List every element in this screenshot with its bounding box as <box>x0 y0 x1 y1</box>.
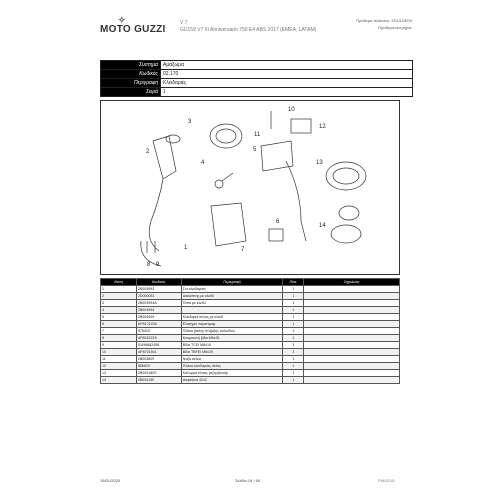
part-quantity: 1 <box>283 314 304 321</box>
callout-14: 14 <box>319 223 326 229</box>
part-quantity: 1 <box>283 377 304 384</box>
table-row <box>101 321 400 328</box>
cap-lock <box>339 206 359 220</box>
part-position: 12 <box>101 363 137 370</box>
table-row <box>101 363 400 370</box>
part-note <box>304 321 400 328</box>
part-description <box>181 307 283 314</box>
key-bow <box>215 180 223 188</box>
table-row <box>101 293 400 300</box>
part-position: 5 <box>101 314 137 321</box>
part-code: 2B003994A <box>136 300 181 307</box>
part-note <box>304 328 400 335</box>
part-position: 3 <box>101 300 137 307</box>
table-row <box>101 377 400 384</box>
part-note <box>304 370 400 377</box>
ignition-switch-top <box>166 135 180 143</box>
part-note <box>304 342 400 349</box>
part-description: Πλάκα κλειδαριάς σέλας <box>181 363 283 370</box>
page-number: Σελίδα 19 / 69 <box>235 478 261 483</box>
model-name: V 7 <box>180 20 188 26</box>
parts-table <box>100 278 400 384</box>
ignition-switch-shape <box>153 136 176 179</box>
part-quantity: 1 <box>283 300 304 307</box>
callout-9: 9 <box>156 262 160 268</box>
callout-7: 7 <box>241 247 245 253</box>
parts-body <box>101 286 400 384</box>
part-description: Τάπα με κλειδί <box>181 300 283 307</box>
part-position: 11 <box>101 356 137 363</box>
part-code: 2B004009 <box>136 314 181 321</box>
part-quantity: 2 <box>283 349 304 356</box>
part-note <box>304 335 400 342</box>
part-quantity: 1 <box>283 356 304 363</box>
info-row <box>101 70 413 79</box>
part-note <box>304 377 400 384</box>
ignition-cable <box>149 179 163 251</box>
part-note <box>304 286 400 293</box>
circlip-ring <box>331 225 361 243</box>
model-variant: GU159 V7 III Anniversario 750 E4 ABS 2017 (EMEA, LATAM) <box>180 27 317 33</box>
info-row <box>101 61 413 70</box>
table-row <box>101 286 400 293</box>
part-description: Διακόπτης με κλειδί <box>181 293 283 300</box>
part-position: 14 <box>101 377 137 384</box>
diagram-drawing <box>101 101 401 276</box>
table-row <box>101 342 400 349</box>
part-note <box>304 300 400 307</box>
part-code: 886820 <box>136 363 181 370</box>
part-quantity: 1 <box>283 363 304 370</box>
tank-cap-cover <box>326 162 366 190</box>
part-description: Ντίζα σέλας <box>181 356 283 363</box>
brand-name: MOTO GUZZI <box>100 24 166 35</box>
fuel-cap-shape <box>210 124 242 148</box>
part-description: Κουμπωτή βίδα M8x20 <box>181 335 283 342</box>
part-position: 1 <box>101 286 137 293</box>
table-row <box>101 356 400 363</box>
part-code: 2B004994 <box>136 307 181 314</box>
part-note <box>304 293 400 300</box>
part-position: 13 <box>101 370 137 377</box>
part-note <box>304 349 400 356</box>
callout-3: 3 <box>188 119 192 125</box>
part-code: 2B004190 <box>136 377 181 384</box>
part-code: 2B003809 <box>136 356 181 363</box>
info-label: Περιγραφή <box>101 79 161 88</box>
print-date: 15/01/2020 <box>100 478 121 483</box>
callout-4: 4 <box>201 160 205 166</box>
info-value: Κλειδαριές <box>161 79 413 88</box>
part-quantity: 1 <box>283 342 304 349</box>
fuel-cap-inner <box>216 129 236 143</box>
callout-13: 13 <box>316 160 323 166</box>
part-quantity: 1 <box>283 293 304 300</box>
part-code: 2B004993 <box>136 286 181 293</box>
part-note <box>304 363 400 370</box>
table-row <box>101 328 400 335</box>
group-info-table <box>100 60 413 97</box>
info-row <box>101 79 413 88</box>
part-description: Κάλυμμα τάπας ρεζερβουάρ <box>181 370 283 377</box>
engine-prefix: Πρόθεμα κινητήρα: <box>378 25 412 30</box>
col-description: Περιγραφή <box>181 279 283 286</box>
small-lock <box>269 229 283 241</box>
part-quantity: 1 <box>283 286 304 293</box>
col-quantity: Ποσ. <box>283 279 304 286</box>
part-code: 978415 <box>136 328 181 335</box>
part-description: Πλάκα βάσης στήριξης καλωδίου <box>181 328 283 335</box>
info-row <box>101 88 413 97</box>
table-row <box>101 335 400 342</box>
col-note: Σημείωση <box>304 279 400 286</box>
exploded-parts-diagram <box>100 100 400 275</box>
screws-8-9 <box>147 241 155 253</box>
info-label: Κωδικός <box>101 70 161 79</box>
eagle-icon: ✧ <box>118 15 126 25</box>
col-code: Κωδικός <box>136 279 181 286</box>
frame-prefix: Πρόθεμα πλαισίου: ZGULDE00 <box>356 18 412 23</box>
part-description: Βίδα TBFEI M6x25 <box>181 349 283 356</box>
brand-logo <box>100 15 166 35</box>
table-row <box>101 300 400 307</box>
part-position: 2 <box>101 293 137 300</box>
seat-lock-plate <box>291 119 311 133</box>
part-code: 2D000051 <box>136 293 181 300</box>
part-position: 9 <box>101 342 137 349</box>
callout-8: 8 <box>147 262 151 268</box>
part-quantity: 1 <box>283 307 304 314</box>
callout-12: 12 <box>319 124 326 130</box>
info-label: Σειρά <box>101 88 161 97</box>
part-quantity: 1 <box>283 370 304 377</box>
part-description: Ασφάλεια 42x2 <box>181 377 283 384</box>
part-position: 4 <box>101 307 137 314</box>
part-code: GU98682456 <box>136 342 181 349</box>
part-position: 6 <box>101 321 137 328</box>
part-position: 7 <box>101 328 137 335</box>
part-quantity: 1 <box>283 335 304 342</box>
parts-header-row <box>101 279 400 286</box>
part-description: Ελατήριο περιστροφ. <box>181 321 283 328</box>
cable-bracket-plate <box>211 203 246 246</box>
table-row <box>101 349 400 356</box>
part-description: Κλειδαριά σέλας με κλειδί <box>181 314 283 321</box>
part-note <box>304 356 400 363</box>
info-value: 1 <box>161 88 413 97</box>
footer-brand: PIAGGIO <box>378 478 395 483</box>
callout-1: 1 <box>184 245 188 251</box>
seat-lock-body <box>261 141 293 171</box>
part-code: AP8152229 <box>136 335 181 342</box>
info-value: 02.170 <box>161 70 413 79</box>
part-note <box>304 314 400 321</box>
col-position: Θέση <box>101 279 137 286</box>
seat-lock-cable <box>286 161 306 241</box>
part-note <box>304 307 400 314</box>
part-code: AP8701501 <box>136 349 181 356</box>
key-blade <box>222 173 233 181</box>
info-value: Αμάξωμα <box>161 61 413 70</box>
info-label: Σύστημα <box>101 61 161 70</box>
part-position: 8 <box>101 335 137 342</box>
callout-6: 6 <box>276 219 280 225</box>
part-code: 2B004180S <box>136 370 181 377</box>
callout-11: 11 <box>254 132 261 138</box>
part-quantity: 1 <box>283 321 304 328</box>
tank-cap-inner <box>333 168 359 184</box>
callout-5: 5 <box>253 147 257 153</box>
callout-2: 2 <box>146 149 150 155</box>
part-position: 10 <box>101 349 137 356</box>
part-quantity: 1 <box>283 328 304 335</box>
table-row <box>101 314 400 321</box>
part-description: Σετ κλειδαριάς <box>181 286 283 293</box>
callout-10: 10 <box>288 107 295 113</box>
part-description: Βίδα TCEI M8x16 <box>181 342 283 349</box>
table-row <box>101 370 400 377</box>
table-row <box>101 307 400 314</box>
part-code: AP8121436 <box>136 321 181 328</box>
